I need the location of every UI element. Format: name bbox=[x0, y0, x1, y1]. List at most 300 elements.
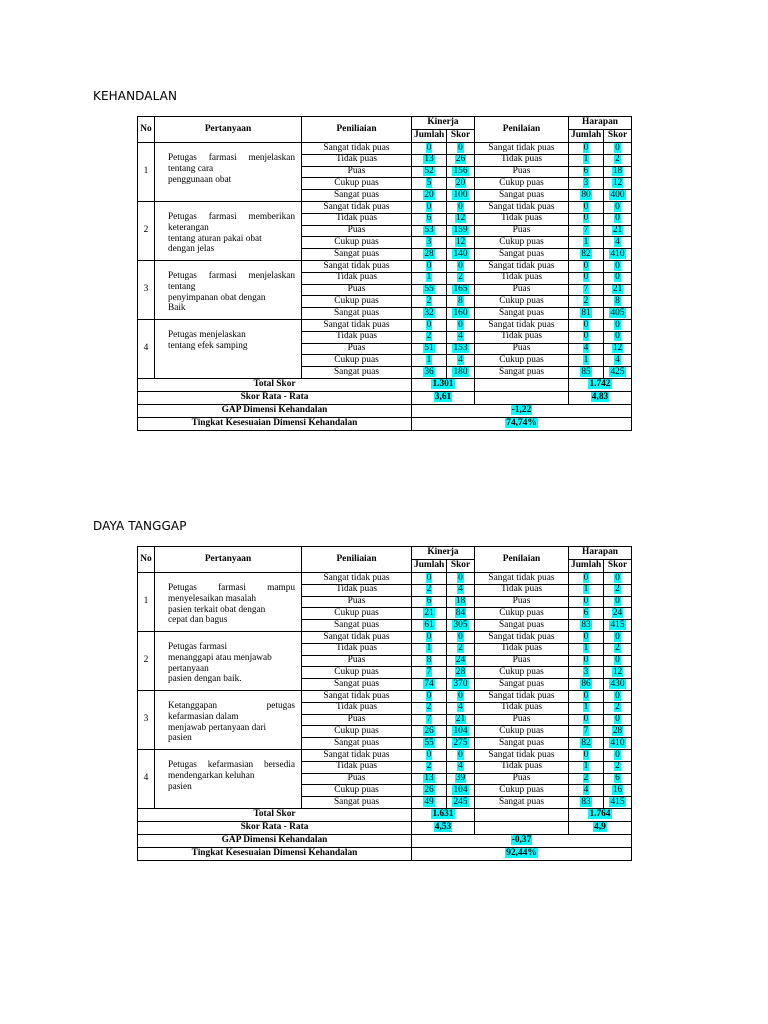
average-label: Skor Rata - Rata bbox=[138, 391, 412, 404]
kinerja-jumlah-cell bbox=[412, 319, 447, 331]
kinerja-skor-cell bbox=[447, 190, 475, 202]
kinerja-skor-value: 84 bbox=[455, 608, 466, 619]
total-harapan-cell bbox=[569, 808, 632, 821]
rating-label-harapan: Sangat tidak puas bbox=[475, 260, 569, 272]
kinerja-skor-cell bbox=[447, 201, 475, 213]
rating-label-harapan: Tidak puas bbox=[475, 272, 569, 284]
rating-label-kinerja: Puas bbox=[302, 284, 412, 296]
harapan-jumlah-value: 0 bbox=[583, 213, 589, 224]
kinerja-skor-cell bbox=[447, 166, 475, 178]
header-penilaian-left: Peniliaian bbox=[302, 547, 412, 573]
rating-label-kinerja: Cukup puas bbox=[302, 785, 412, 797]
kinerja-jumlah-cell bbox=[412, 201, 447, 213]
fit-row bbox=[138, 417, 632, 430]
kinerja-jumlah-cell bbox=[412, 284, 447, 296]
harapan-skor-value: 8 bbox=[615, 296, 620, 307]
harapan-jumlah-value: 0 bbox=[583, 572, 589, 583]
kinerja-skor-value: 370 bbox=[453, 678, 468, 689]
harapan-skor-value: 12 bbox=[612, 667, 623, 678]
rating-label-harapan: Sangat tidak puas bbox=[475, 690, 569, 702]
harapan-jumlah-value: 1 bbox=[583, 702, 589, 713]
harapan-skor-value: 12 bbox=[612, 343, 623, 354]
question-line: Petugas farmasi bbox=[168, 641, 228, 652]
total-harapan-cell bbox=[569, 378, 632, 391]
kinerja-skor-value: 305 bbox=[453, 619, 468, 630]
rating-label-kinerja: Cukup puas bbox=[302, 178, 412, 190]
header-pertanyaan: Pertanyaan bbox=[155, 547, 302, 573]
total-kinerja-cell bbox=[412, 808, 475, 821]
kinerja-jumlah-value: 6 bbox=[426, 596, 432, 607]
row-number: 4 bbox=[138, 749, 155, 808]
kinerja-jumlah-cell bbox=[412, 749, 447, 761]
rating-label-kinerja: Sangat puas bbox=[302, 190, 412, 202]
harapan-skor-cell bbox=[604, 178, 632, 190]
harapan-jumlah-cell bbox=[569, 213, 604, 225]
kinerja-jumlah-cell bbox=[412, 355, 447, 367]
kinerja-skor-cell bbox=[447, 213, 475, 225]
fit-cell bbox=[412, 417, 632, 430]
kinerja-skor-value: 4 bbox=[458, 331, 463, 342]
harapan-skor-cell bbox=[604, 726, 632, 738]
kinerja-jumlah-value: 0 bbox=[426, 749, 432, 760]
question-cell bbox=[155, 201, 302, 260]
kinerja-skor-cell bbox=[447, 738, 475, 750]
harapan-skor-value: 2 bbox=[615, 761, 620, 772]
kinerja-jumlah-value: 53 bbox=[424, 225, 434, 236]
rating-label-harapan: Tidak puas bbox=[475, 584, 569, 596]
harapan-jumlah-value: 1 bbox=[583, 154, 589, 165]
kinerja-jumlah-cell bbox=[412, 738, 447, 750]
kinerja-skor-cell bbox=[447, 679, 475, 691]
harapan-jumlah-cell bbox=[569, 608, 604, 620]
kinerja-skor-value: 0 bbox=[458, 749, 463, 760]
harapan-jumlah-cell bbox=[569, 584, 604, 596]
table-row bbox=[138, 749, 632, 761]
rating-label-harapan: Puas bbox=[475, 596, 569, 608]
kinerja-skor-value: 12 bbox=[455, 237, 466, 248]
kinerja-skor-value: 2 bbox=[458, 643, 463, 654]
kinerja-jumlah-value: 55 bbox=[424, 284, 434, 295]
kinerja-jumlah-value: 52 bbox=[424, 166, 434, 177]
rating-label-harapan: Sangat puas bbox=[475, 308, 569, 320]
harapan-skor-value: 410 bbox=[610, 737, 625, 748]
rating-label-harapan: Sangat tidak puas bbox=[475, 319, 569, 331]
harapan-skor-value: 21 bbox=[612, 225, 623, 236]
harapan-jumlah-cell bbox=[569, 331, 604, 343]
average-row bbox=[138, 821, 632, 834]
rating-label-kinerja: Sangat puas bbox=[302, 249, 412, 261]
harapan-skor-cell bbox=[604, 272, 632, 284]
kinerja-jumlah-cell bbox=[412, 620, 447, 632]
harapan-skor-value: 0 bbox=[615, 631, 620, 642]
harapan-skor-cell bbox=[604, 631, 632, 643]
rating-label-kinerja: Sangat tidak puas bbox=[302, 631, 412, 643]
question-line: menjawab pertanyaan dari bbox=[168, 722, 267, 733]
kinerja-jumlah-cell bbox=[412, 761, 447, 773]
average-kinerja-value: 4,53 bbox=[434, 822, 452, 833]
total-empty-cell bbox=[475, 378, 569, 391]
harapan-jumlah-cell bbox=[569, 761, 604, 773]
harapan-skor-value: 0 bbox=[615, 260, 620, 271]
total-label: Total Skor bbox=[138, 378, 412, 391]
rating-label-harapan: Sangat puas bbox=[475, 190, 569, 202]
total-kinerja-cell bbox=[412, 378, 475, 391]
kinerja-skor-cell bbox=[447, 367, 475, 379]
kinerja-jumlah-cell bbox=[412, 260, 447, 272]
harapan-skor-cell bbox=[604, 690, 632, 702]
harapan-skor-cell bbox=[604, 773, 632, 785]
question-cell bbox=[155, 260, 302, 319]
harapan-jumlah-value: 4 bbox=[583, 343, 589, 354]
kinerja-jumlah-value: 2 bbox=[426, 296, 432, 307]
header-penilaian-right: Penilaian bbox=[475, 547, 569, 573]
harapan-skor-cell bbox=[604, 596, 632, 608]
harapan-skor-value: 2 bbox=[615, 702, 620, 713]
rating-label-kinerja: Sangat tidak puas bbox=[302, 143, 412, 155]
harapan-skor-value: 430 bbox=[610, 678, 625, 689]
kinerja-jumlah-value: 6 bbox=[426, 213, 432, 224]
total-empty-cell bbox=[475, 808, 569, 821]
harapan-jumlah-cell bbox=[569, 679, 604, 691]
kinerja-skor-cell bbox=[447, 178, 475, 190]
harapan-skor-value: 0 bbox=[615, 201, 620, 212]
harapan-skor-value: 0 bbox=[615, 714, 620, 725]
kinerja-skor-value: 100 bbox=[453, 189, 468, 200]
table-row bbox=[138, 631, 632, 643]
header-harapan-skor: Skor bbox=[604, 560, 632, 573]
harapan-jumlah-cell bbox=[569, 367, 604, 379]
kinerja-jumlah-value: 3 bbox=[426, 237, 432, 248]
harapan-jumlah-cell bbox=[569, 308, 604, 320]
harapan-jumlah-value: 0 bbox=[583, 655, 589, 666]
gap-row bbox=[138, 834, 632, 847]
kinerja-jumlah-cell bbox=[412, 237, 447, 249]
kinerja-jumlah-value: 0 bbox=[426, 142, 432, 153]
question-cell bbox=[155, 573, 302, 632]
rating-label-harapan: Tidak puas bbox=[475, 331, 569, 343]
header-harapan-skor: Skor bbox=[604, 130, 632, 143]
harapan-skor-cell bbox=[604, 761, 632, 773]
harapan-skor-cell bbox=[604, 355, 632, 367]
rating-label-kinerja: Tidak puas bbox=[302, 584, 412, 596]
rating-label-harapan: Cukup puas bbox=[475, 667, 569, 679]
kinerja-jumlah-value: 28 bbox=[424, 248, 434, 259]
table-row bbox=[138, 143, 632, 155]
harapan-skor-cell bbox=[604, 308, 632, 320]
harapan-jumlah-value: 6 bbox=[583, 608, 589, 619]
harapan-jumlah-value: 82 bbox=[581, 248, 591, 259]
kinerja-skor-value: 0 bbox=[458, 319, 463, 330]
rating-label-kinerja: Tidak puas bbox=[302, 331, 412, 343]
harapan-skor-cell bbox=[604, 573, 632, 585]
harapan-jumlah-cell bbox=[569, 714, 604, 726]
question-line: cepat dan bagus bbox=[168, 615, 228, 626]
harapan-jumlah-value: 85 bbox=[581, 366, 591, 377]
kinerja-jumlah-value: 5 bbox=[426, 178, 432, 189]
harapan-jumlah-cell bbox=[569, 237, 604, 249]
harapan-skor-value: 16 bbox=[612, 785, 623, 796]
kinerja-jumlah-cell bbox=[412, 573, 447, 585]
kinerja-skor-cell bbox=[447, 643, 475, 655]
harapan-skor-value: 21 bbox=[612, 284, 623, 295]
question-line: dengan jelas bbox=[168, 244, 215, 255]
harapan-jumlah-cell bbox=[569, 284, 604, 296]
harapan-skor-value: 18 bbox=[612, 166, 623, 177]
kinerja-skor-cell bbox=[447, 260, 475, 272]
harapan-jumlah-value: 7 bbox=[583, 284, 589, 295]
harapan-skor-cell bbox=[604, 260, 632, 272]
harapan-jumlah-cell bbox=[569, 797, 604, 809]
kinerja-skor-cell bbox=[447, 296, 475, 308]
question-line: Petugas farmasi mampu menyelesaikan masalah bbox=[168, 583, 295, 604]
rating-label-harapan: Sangat puas bbox=[475, 620, 569, 632]
kinerja-skor-cell bbox=[447, 620, 475, 632]
gap-label: GAP Dimensi Kehandalan bbox=[138, 834, 412, 847]
rating-label-harapan: Puas bbox=[475, 773, 569, 785]
rating-label-harapan: Tidak puas bbox=[475, 154, 569, 166]
rating-label-kinerja: Cukup puas bbox=[302, 667, 412, 679]
kinerja-skor-value: 104 bbox=[453, 726, 468, 737]
harapan-jumlah-cell bbox=[569, 260, 604, 272]
average-empty-cell bbox=[475, 821, 569, 834]
harapan-skor-value: 6 bbox=[615, 773, 620, 784]
rating-label-kinerja: Puas bbox=[302, 596, 412, 608]
kinerja-jumlah-value: 74 bbox=[424, 678, 434, 689]
kinerja-skor-cell bbox=[447, 331, 475, 343]
harapan-jumlah-value: 0 bbox=[583, 714, 589, 725]
total-harapan-value: 1.742 bbox=[589, 379, 611, 390]
harapan-jumlah-value: 4 bbox=[583, 785, 589, 796]
question-line: pertanyaan bbox=[168, 663, 209, 674]
kinerja-skor-cell bbox=[447, 584, 475, 596]
rating-label-kinerja: Cukup puas bbox=[302, 608, 412, 620]
harapan-jumlah-value: 1 bbox=[583, 761, 589, 772]
kinerja-skor-value: 180 bbox=[453, 366, 468, 377]
rating-label-kinerja: Tidak puas bbox=[302, 643, 412, 655]
harapan-jumlah-cell bbox=[569, 573, 604, 585]
header-kinerja-jumlah: Jumlah bbox=[412, 560, 447, 573]
harapan-jumlah-value: 7 bbox=[583, 726, 589, 737]
rating-label-harapan: Puas bbox=[475, 225, 569, 237]
kinerja-jumlah-value: 13 bbox=[424, 154, 434, 165]
kinerja-jumlah-cell bbox=[412, 608, 447, 620]
rating-label-harapan: Puas bbox=[475, 166, 569, 178]
header-harapan: Harapan bbox=[569, 117, 632, 130]
harapan-skor-value: 0 bbox=[615, 331, 620, 342]
rating-label-harapan: Puas bbox=[475, 343, 569, 355]
question-cell bbox=[155, 749, 302, 808]
kinerja-jumlah-value: 0 bbox=[426, 572, 432, 583]
kinerja-skor-value: 4 bbox=[458, 355, 463, 366]
kinerja-jumlah-value: 0 bbox=[426, 631, 432, 642]
harapan-skor-cell bbox=[604, 249, 632, 261]
harapan-skor-value: 12 bbox=[612, 178, 623, 189]
harapan-jumlah-value: 1 bbox=[583, 643, 589, 654]
kinerja-skor-cell bbox=[447, 308, 475, 320]
kinerja-skor-value: 4 bbox=[458, 584, 463, 595]
harapan-jumlah-cell bbox=[569, 702, 604, 714]
harapan-jumlah-value: 0 bbox=[583, 260, 589, 271]
rating-label-kinerja: Sangat tidak puas bbox=[302, 319, 412, 331]
kinerja-jumlah-value: 8 bbox=[426, 655, 432, 666]
kinerja-jumlah-value: 1 bbox=[426, 643, 432, 654]
table-row bbox=[138, 260, 632, 272]
average-empty-cell bbox=[475, 391, 569, 404]
harapan-jumlah-cell bbox=[569, 785, 604, 797]
average-harapan-value: 4,9 bbox=[594, 822, 606, 833]
harapan-skor-cell bbox=[604, 343, 632, 355]
harapan-skor-cell bbox=[604, 584, 632, 596]
kinerja-jumlah-cell bbox=[412, 655, 447, 667]
harapan-jumlah-value: 81 bbox=[581, 307, 591, 318]
harapan-skor-cell bbox=[604, 166, 632, 178]
harapan-skor-cell bbox=[604, 679, 632, 691]
rating-label-kinerja: Sangat puas bbox=[302, 308, 412, 320]
kinerja-jumlah-cell bbox=[412, 213, 447, 225]
kinerja-skor-value: 20 bbox=[455, 178, 466, 189]
kinerja-skor-value: 104 bbox=[453, 785, 468, 796]
harapan-skor-value: 0 bbox=[615, 690, 620, 701]
kinerja-jumlah-cell bbox=[412, 726, 447, 738]
kinerja-jumlah-cell bbox=[412, 643, 447, 655]
question-line: Petugas farmasi menjelaskan tentang cara bbox=[168, 153, 295, 174]
harapan-skor-value: 0 bbox=[615, 319, 620, 330]
kinerja-skor-cell bbox=[447, 249, 475, 261]
question-line: penyimpanan obat dengan bbox=[168, 292, 266, 303]
harapan-skor-cell bbox=[604, 643, 632, 655]
gap-value: -0,37 bbox=[511, 835, 532, 846]
header-kinerja-skor: Skor bbox=[447, 130, 475, 143]
question-line: pasien bbox=[168, 781, 192, 792]
rating-label-harapan: Cukup puas bbox=[475, 178, 569, 190]
rating-label-kinerja: Puas bbox=[302, 714, 412, 726]
kinerja-skor-cell bbox=[447, 631, 475, 643]
harapan-jumlah-cell bbox=[569, 190, 604, 202]
kinerja-jumlah-cell bbox=[412, 166, 447, 178]
harapan-skor-value: 28 bbox=[612, 726, 623, 737]
kinerja-jumlah-cell bbox=[412, 225, 447, 237]
kinerja-skor-cell bbox=[447, 225, 475, 237]
kinerja-skor-value: 160 bbox=[453, 307, 468, 318]
kinerja-skor-value: 21 bbox=[455, 714, 466, 725]
harapan-skor-value: 415 bbox=[610, 796, 625, 807]
rating-label-harapan: Tidak puas bbox=[475, 761, 569, 773]
kinerja-skor-cell bbox=[447, 714, 475, 726]
rating-label-harapan: Cukup puas bbox=[475, 296, 569, 308]
harapan-jumlah-value: 83 bbox=[581, 619, 591, 630]
rating-label-kinerja: Puas bbox=[302, 166, 412, 178]
question-line: Petugas farmasi menjelaskan tentang bbox=[168, 270, 295, 292]
harapan-jumlah-cell bbox=[569, 225, 604, 237]
harapan-skor-cell bbox=[604, 319, 632, 331]
fit-value: 74,74% bbox=[506, 418, 537, 429]
kinerja-skor-cell bbox=[447, 773, 475, 785]
kinerja-jumlah-value: 20 bbox=[424, 189, 434, 200]
kinerja-jumlah-value: 1 bbox=[426, 355, 432, 366]
harapan-jumlah-cell bbox=[569, 749, 604, 761]
kinerja-jumlah-value: 2 bbox=[426, 331, 432, 342]
harapan-skor-value: 2 bbox=[615, 643, 620, 654]
rating-label-kinerja: Tidak puas bbox=[302, 213, 412, 225]
kinerja-jumlah-value: 51 bbox=[424, 343, 434, 354]
rating-label-kinerja: Sangat puas bbox=[302, 797, 412, 809]
header-kinerja: Kinerja bbox=[412, 547, 475, 560]
rating-label-harapan: Tidak puas bbox=[475, 213, 569, 225]
kinerja-jumlah-cell bbox=[412, 190, 447, 202]
harapan-skor-cell bbox=[604, 608, 632, 620]
kinerja-skor-value: 0 bbox=[458, 142, 463, 153]
rating-label-kinerja: Sangat puas bbox=[302, 738, 412, 750]
question-line: Ketanggapan petugas kefarmasian dalam bbox=[168, 700, 295, 722]
rating-label-kinerja: Tidak puas bbox=[302, 272, 412, 284]
harapan-jumlah-cell bbox=[569, 726, 604, 738]
kinerja-skor-value: 12 bbox=[455, 213, 466, 224]
rating-label-kinerja: Sangat tidak puas bbox=[302, 260, 412, 272]
kinerja-jumlah-value: 1 bbox=[426, 272, 432, 283]
kinerja-jumlah-cell bbox=[412, 343, 447, 355]
rating-label-harapan: Sangat tidak puas bbox=[475, 573, 569, 585]
rating-label-kinerja: Sangat tidak puas bbox=[302, 201, 412, 213]
kinerja-jumlah-cell bbox=[412, 596, 447, 608]
header-penilaian-left: Peniliaian bbox=[302, 117, 412, 143]
gap-cell bbox=[412, 404, 632, 417]
kinerja-skor-cell bbox=[447, 608, 475, 620]
question-line: menanggapi atau menjawab bbox=[168, 652, 272, 663]
harapan-skor-cell bbox=[604, 738, 632, 750]
kinerja-skor-cell bbox=[447, 797, 475, 809]
rating-label-kinerja: Cukup puas bbox=[302, 355, 412, 367]
kinerja-jumlah-cell bbox=[412, 308, 447, 320]
header-row bbox=[138, 117, 632, 130]
harapan-jumlah-cell bbox=[569, 154, 604, 166]
kinerja-jumlah-value: 0 bbox=[426, 319, 432, 330]
gap-value: -1,22 bbox=[511, 405, 532, 416]
average-kinerja-value: 3,61 bbox=[434, 392, 452, 403]
harapan-skor-cell bbox=[604, 201, 632, 213]
harapan-jumlah-value: 2 bbox=[583, 773, 589, 784]
rating-label-kinerja: Tidak puas bbox=[302, 761, 412, 773]
rating-label-harapan: Sangat puas bbox=[475, 367, 569, 379]
harapan-jumlah-value: 0 bbox=[583, 596, 589, 607]
fit-label: Tingkat Kesesuaian Dimensi Kehandalan bbox=[138, 847, 412, 860]
harapan-skor-cell bbox=[604, 237, 632, 249]
header-kinerja: Kinerja bbox=[412, 117, 475, 130]
harapan-jumlah-cell bbox=[569, 272, 604, 284]
harapan-skor-cell bbox=[604, 667, 632, 679]
rating-label-kinerja: Sangat puas bbox=[302, 679, 412, 691]
rating-label-harapan: Tidak puas bbox=[475, 643, 569, 655]
harapan-jumlah-value: 3 bbox=[583, 178, 589, 189]
kinerja-jumlah-cell bbox=[412, 178, 447, 190]
harapan-skor-cell bbox=[604, 714, 632, 726]
harapan-skor-cell bbox=[604, 702, 632, 714]
harapan-jumlah-value: 82 bbox=[581, 737, 591, 748]
row-number: 1 bbox=[138, 143, 155, 202]
row-number: 3 bbox=[138, 690, 155, 749]
harapan-skor-value: 0 bbox=[615, 142, 620, 153]
rating-label-harapan: Cukup puas bbox=[475, 726, 569, 738]
rating-label-harapan: Sangat puas bbox=[475, 249, 569, 261]
average-row bbox=[138, 391, 632, 404]
kinerja-skor-cell bbox=[447, 667, 475, 679]
harapan-jumlah-value: 0 bbox=[583, 272, 589, 283]
header-pertanyaan: Pertanyaan bbox=[155, 117, 302, 143]
rating-label-harapan: Cukup puas bbox=[475, 237, 569, 249]
harapan-jumlah-cell bbox=[569, 249, 604, 261]
harapan-jumlah-cell bbox=[569, 596, 604, 608]
rating-label-harapan: Sangat puas bbox=[475, 797, 569, 809]
harapan-skor-cell bbox=[604, 284, 632, 296]
